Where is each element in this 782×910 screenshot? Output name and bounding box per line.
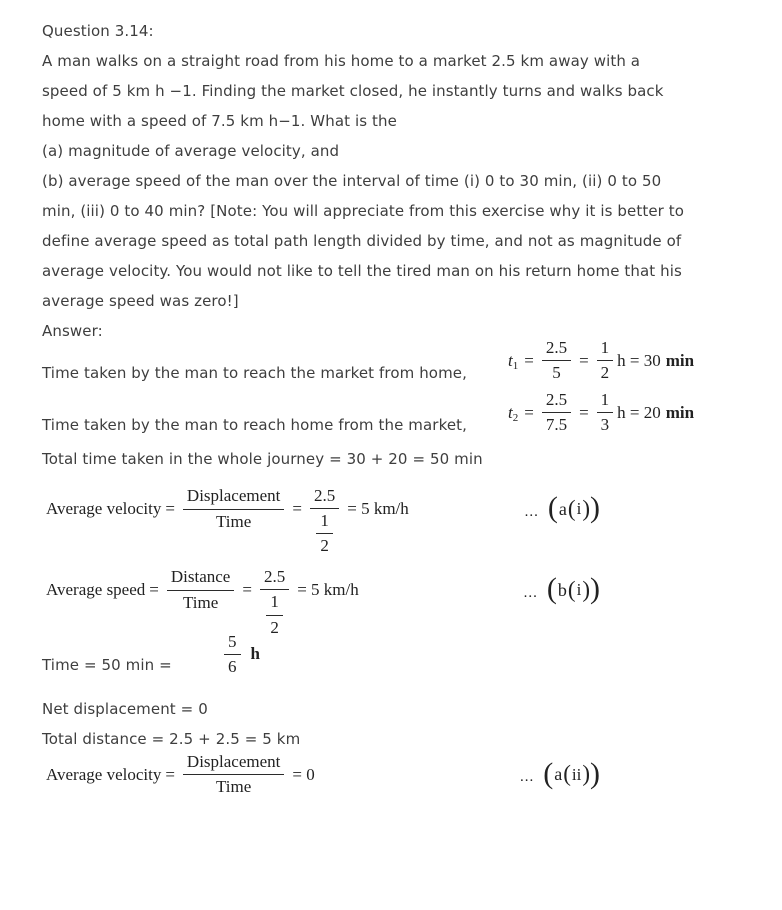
- ref-letter: b: [557, 579, 567, 600]
- close-paren: ): [590, 491, 600, 525]
- inner-fraction-1-over-2: [266, 592, 283, 638]
- close-paren: ): [590, 756, 600, 790]
- fraction-denominator: 2: [600, 363, 610, 383]
- average-speed-label: Average speed: [46, 580, 146, 600]
- document-content: [42, 16, 782, 797]
- ref-letter: a: [558, 498, 567, 519]
- average-velocity-row-1: [42, 474, 782, 556]
- close-paren: ): [590, 572, 600, 606]
- ellipsis: ...: [523, 584, 538, 601]
- question-line-4: (a) magnitude of average velocity, and: [42, 142, 340, 160]
- equation-result: h = 30: [617, 350, 661, 370]
- average-speed-row: [42, 555, 782, 637]
- fraction-denominator: Time: [216, 511, 252, 531]
- question-line-8: average velocity. You would not like to tell the tired man on his return home that his: [42, 262, 682, 280]
- open-paren: (: [546, 572, 557, 606]
- ellipsis: ...: [519, 769, 535, 786]
- t2-variable: t: [508, 402, 513, 422]
- open-paren: (: [567, 495, 576, 521]
- question-title: Question 3.14:: [42, 22, 154, 40]
- open-paren: (: [547, 491, 558, 525]
- fraction-2-5-over-5: [542, 338, 571, 384]
- equals-sign: =: [165, 764, 175, 784]
- equals-sign: =: [524, 402, 534, 422]
- five-sixths-fraction-wrap: [220, 632, 245, 678]
- fraction-numerator: 5: [224, 632, 241, 655]
- question-line-6: min, (iii) 0 to 40 min? [Note: You will appreciate from this exercise why it is better to: [42, 202, 685, 220]
- question-line-7: define average speed as total path length divided by time, and not as magnitude of: [42, 232, 682, 250]
- minutes-unit: min: [665, 350, 695, 370]
- equation-result: = 5 km/h: [347, 499, 409, 519]
- t1-variable: t: [508, 350, 513, 370]
- fraction-2-5-over-7-5: [542, 390, 571, 436]
- equals-sign: =: [579, 350, 589, 370]
- time-to-home-row: [42, 389, 782, 440]
- average-velocity-equation-2: [46, 752, 319, 798]
- fraction-denominator: 2: [320, 536, 329, 556]
- inner-fraction-1-over-2: [316, 511, 333, 557]
- distance-over-time-fraction: [167, 567, 234, 613]
- fraction-numerator: 2.5: [310, 486, 339, 509]
- time-conversion-row: [42, 632, 782, 680]
- fraction-denominator: 7.5: [545, 415, 568, 435]
- fraction-denominator: 6: [228, 657, 237, 677]
- nested-fraction: [260, 567, 289, 638]
- ellipsis: ...: [524, 503, 539, 520]
- net-displacement-line: Net displacement = 0: [42, 699, 208, 718]
- equals-sign: =: [165, 499, 175, 519]
- t2-equation: [508, 390, 694, 436]
- ref-roman: i: [576, 499, 582, 519]
- t1-subscript: 1: [512, 359, 519, 372]
- total-time-line: Total time taken in the whole journey = 30 + 20 = 50 min: [42, 449, 483, 468]
- fraction-numerator: 1: [266, 592, 283, 615]
- reference-a-i: [524, 491, 600, 525]
- fraction-numerator: 2.5: [260, 567, 289, 590]
- time-to-home-text: Time taken by the man to reach home from the market,: [42, 415, 467, 434]
- average-speed-equation: [46, 555, 363, 637]
- fraction-denominator: 2: [270, 617, 279, 637]
- displacement-over-time-fraction: [183, 486, 284, 532]
- time-to-market-text: Time taken by the man to reach the market from home,: [42, 363, 467, 382]
- ref-letter: a: [554, 764, 563, 785]
- fraction-numerator: Distance: [167, 567, 234, 590]
- answer-label: Answer:: [42, 322, 103, 340]
- average-velocity-label: Average velocity: [46, 764, 162, 784]
- equals-sign: =: [149, 580, 159, 600]
- question-line-2: speed of 5 km h −1. Finding the market closed, he instantly turns and walks back: [42, 82, 664, 100]
- equals-sign: =: [524, 350, 534, 370]
- fraction-1-over-2: [597, 338, 614, 384]
- fraction-denominator: [316, 509, 333, 557]
- open-paren: (: [567, 576, 576, 602]
- fraction-numerator: Displacement: [183, 486, 284, 509]
- fraction-denominator: Time: [182, 592, 219, 612]
- open-paren: (: [563, 761, 571, 787]
- equals-sign: =: [292, 499, 302, 519]
- close-paren: ): [582, 576, 590, 602]
- fraction-numerator: 1: [597, 390, 614, 413]
- equation-result: = 0: [292, 764, 315, 784]
- close-paren: ): [582, 761, 590, 787]
- time-to-market-row: [42, 338, 782, 388]
- average-velocity-row-2: [42, 752, 782, 798]
- fraction-5-over-6: [224, 632, 241, 678]
- equals-sign: =: [579, 402, 589, 422]
- fraction-numerator: 1: [597, 338, 614, 361]
- displacement-over-time-fraction: [183, 752, 284, 798]
- fraction-numerator: 1: [316, 511, 333, 534]
- fraction-denominator: 3: [600, 415, 610, 435]
- fraction-denominator: [266, 590, 283, 638]
- reference-a-ii: [519, 756, 600, 790]
- hours-unit: h: [250, 643, 260, 663]
- minutes-unit: min: [665, 402, 695, 422]
- ref-roman: ii: [571, 764, 582, 784]
- average-velocity-label: Average velocity: [46, 499, 162, 519]
- equals-sign: =: [242, 580, 252, 600]
- fraction-denominator: Time: [216, 777, 252, 797]
- question-line-3: home with a speed of 7.5 km h−1. What is the: [42, 112, 397, 130]
- fraction-numerator: Displacement: [183, 752, 284, 775]
- t2-subscript: 2: [512, 411, 519, 424]
- equation-result: = 5 km/h: [297, 580, 359, 600]
- ref-roman: i: [576, 580, 582, 600]
- fraction-numerator: 2.5: [542, 338, 571, 361]
- fraction-numerator: 2.5: [542, 390, 571, 413]
- question-line-5: (b) average speed of the man over the interval of time (i) 0 to 30 min, (ii) 0 to 50: [42, 172, 662, 190]
- close-paren: ): [582, 495, 590, 521]
- average-velocity-equation-1: [46, 474, 413, 556]
- time-conversion-text: Time = 50 min =: [42, 655, 172, 674]
- question-line-9: average speed was zero!]: [42, 292, 239, 310]
- nested-fraction: [310, 486, 339, 557]
- equation-result: h = 20: [617, 402, 661, 422]
- fraction-denominator: 5: [552, 363, 561, 383]
- open-paren: (: [543, 756, 554, 790]
- total-distance-line: Total distance = 2.5 + 2.5 = 5 km: [42, 729, 301, 748]
- t1-equation: [508, 338, 694, 384]
- question-line-1: A man walks on a straight road from his home to a market 2.5 km away with a: [42, 52, 641, 70]
- reference-b-i: [523, 572, 600, 606]
- fraction-1-over-3: [597, 390, 614, 436]
